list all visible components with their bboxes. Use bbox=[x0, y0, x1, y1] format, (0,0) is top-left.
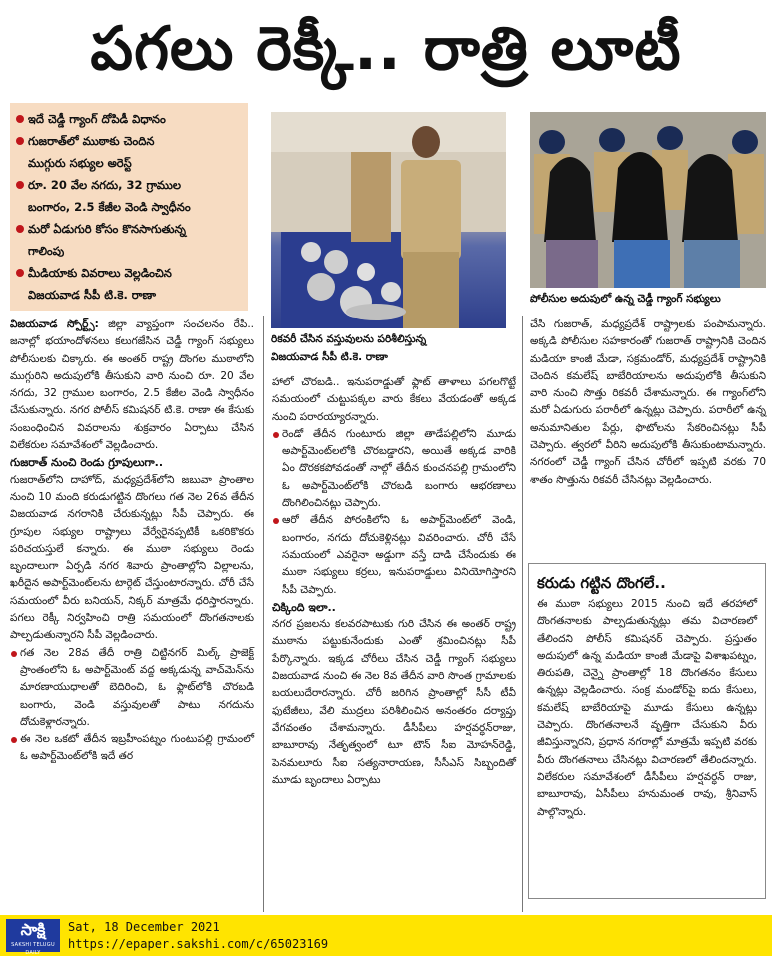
highlight-item-cont: బంగారం, 2.5 కేజీల వెండి స్వాధీనం bbox=[28, 200, 191, 214]
subheading: చిక్కింది ఇలా.. bbox=[272, 600, 336, 614]
photo-gang-members-illustration bbox=[530, 112, 766, 288]
paragraph-text: జిల్లా వ్యాప్తంగా సంచలనం రేపి.. జనాల్లో భయాందోళనలు కలుగజేసిన చెడ్డీ గ్యాంగ్‌ సభ్యులు పోలీసులకు చిక్కారు. ఈ అంతర్‌ రాష్ట్ర దొంగల ముఠాలోని ముగ్గురిని అదుపులోకి తీసుకుని వారి నుంచి రూ. 20 వేల నగదు, 32 గ్రాముల బంగారం, 2.5 కేజీల వెండి స్వాధీనం చేసుకున్నారు. నగర పోలీస్‌ కమిషనర్‌ టి.కె. రాణా ఈ కేసుకు సంబంధించిన వివరాలను శుక్రవారం ఏర్పాటు చేసిన విలేకరుల సమావేశంలో వెల్లడించారు. bbox=[10, 318, 254, 452]
highlight-item: గుజరాత్‌లో ముఠాకు చెందిన bbox=[14, 130, 244, 152]
sidebar-box bbox=[528, 563, 766, 899]
column-divider bbox=[522, 316, 523, 912]
highlights-box bbox=[10, 103, 248, 311]
logo-subtext: SAKSHI TELUGU DAILY bbox=[11, 942, 55, 956]
caption-line: రికవరీ చేసిన వస్తువులను పరిశీలిస్తున్న bbox=[271, 333, 427, 345]
paragraph: నగర ప్రజలను కలవరపాటుకు గురి చేసిన ఈ అంతర్‌ రాష్ట్ర ముఠాను పట్టుకునేందుకు ఎంతో శ్రమించినట్లు సీపీ పేర్కొన్నారు. ఇక్కడ చోరీలు చేసిన చెడ్డీ గ్యాంగ్‌ సభ్యులు విజయవాడ నుంచి ఈ నెల 8వ తేదీన వారి సొంత గ్రామాలకు బయలుదేరారన్నారు. చోరీ జరిగిన ప్రాంతాల్లో సీసీ టీవీ ఫుటేజీలు, వేలి ముద్రలు పరిశీలించిన అనంతరం దర్యాప్తు వేగవంతం చేశామన్నారు. డీసీపీలు హర్షవర్ధన్‌రాజు, బాబూరావు నేతృత్వంలో టూ టౌన్‌ సీఐ మోహన్‌రెడ్డి, పెనమలూరు సీఐ సత్యనారాయణ, సీసీఎస్‌ సిబ్బందితో మూడు బృందాలు ఏర్పాటు bbox=[272, 618, 516, 786]
article-column-1 bbox=[10, 316, 254, 766]
article-column-3 bbox=[530, 316, 766, 489]
sidebar-title: కరుడు గట్టిన దొంగలే.. bbox=[537, 574, 666, 592]
photo-gang-members-caption: పోలీసుల అదుపులో ఉన్న చెడ్డీ గ్యాంగ్‌ సభ్యులు bbox=[530, 293, 721, 305]
caption-line: విజయవాడ సీపీ టి.కె. రాణా bbox=[271, 351, 388, 363]
highlight-item: రూ. 20 వేల నగదు, 32 గ్రాముల bbox=[14, 174, 244, 196]
highlight-item: ఇదే చెడ్డీ గ్యాంగ్‌ దోపిడీ విధానం bbox=[14, 108, 244, 130]
subheading: గుజరాత్‌ నుంచి రెండు గ్రూపులుగా.. bbox=[10, 456, 164, 470]
epaper-link[interactable]: https://epaper.sakshi.com/c/65023169 bbox=[68, 937, 329, 951]
highlight-item-cont: గాలింపు bbox=[28, 244, 65, 258]
highlight-item: మరో ఏడుగురి కోసం కొనసాగుతున్న bbox=[14, 218, 244, 240]
paragraph: హాలో చొరబడి.. ఇనుపరాడ్డుతో ఫ్లాట్‌ తాళాలు పగలగొట్టే సమయంలో చుట్టుపక్కల వారు కేకలు వేయడంతో అక్కడ నుంచి పరారయ్యారన్నారు. bbox=[272, 376, 516, 423]
highlight-item-cont: విజయవాడ సీపీ టి.కె. రాణా bbox=[28, 288, 156, 302]
highlight-item-cont: ముగ్గురు సభ్యుల అరెస్ట్‌ bbox=[28, 156, 132, 170]
photo-recovered-items bbox=[271, 112, 506, 328]
column-divider bbox=[263, 316, 264, 912]
edition-date: Sat, 18 December 2021 bbox=[68, 920, 220, 934]
photo-recovered-items-illustration bbox=[271, 112, 506, 328]
paragraph: గుజరాత్‌లోని దాహోద్‌, మధ్యప్రదేశ్‌లోని జబువా ప్రాంతాల నుంచి 10 మంది కరుడుగట్టిన దొంగలు గత నెల 26వ తేదీన విజయవాడ నగరానికి చేరుకున్నట్లు సీపీ చెప్పారు. ఈ గ్రూపుల సభ్యుల రాష్ట్రాలు వేర్వేరైనప్పటికీ ఒకరికొకరు పరిచయస్తులే కన్నారు. ఈ ముఠా సభ్యులు రెండు బృందాలుగా ఏర్పడి నగర శివారు ప్రాంతాల్లోని విల్లాలను, ఖరీదైన అపార్ట్‌మెంట్‌లను టార్గెట్‌ చేస్తుంటారన్నారు. చోరీ చేసే సమయంలో వీరు బనియన్‌, నిక్కర్‌ మాత్రమే ధరిస్తారన్నారు. పగలు రెక్కీ నిర్వహించి రాత్రి సమయంలో దొంగతనాలకు పాల్పడుతున్నారని సీపీ వెల్లడించారు. bbox=[10, 473, 254, 642]
paragraph bbox=[10, 316, 254, 454]
sidebar-body: ఈ ముఠా సభ్యులు 2015 నుంచి ఇదే తరహాలో దొంగతనాలకు పాల్పడుతున్నట్లు తమ విచారణలో తేలిందని పోలీస్‌ కమిషనర్‌ చెప్పారు. ప్రస్తుతం అదుపులో ఉన్న మడియా కాంజీ మేడాపై విశాఖపట్నం, తిరుపతి, చెన్నై ప్రాంతాల్లో 18 దొంగతనం కేసులు ఉన్నట్లు వెల్లడించారు. సంక్ర మండోర్‌పై ఐదు కేసులు, కమలేష్‌ బాబేరియాపై మూడు కేసులు ఉన్నట్లు చెప్పారు. దొంగతనాలనే వృత్తిగా చేసుకుని వీరు జీవిస్తున్నారని, ప్రధాన నగరాల్లో మాత్రమే ఇప్పటి వరకు వీరు దొంగతనాలు చేసినట్లు విచారణలో తేలిందన్నారు. విలేకరుల సమావేశంలో డీసీపీలు హర్షవర్ధన్‌ రాజు, బాబూరావు, ఏసీపీలు హనుమంత రావు, శ్రీనివాస్‌ పాల్గొన్నారు. bbox=[537, 598, 757, 818]
footer-bar bbox=[0, 915, 772, 956]
highlight-item: మీడియాకు వివరాలు వెల్లడించిన bbox=[14, 262, 244, 284]
bullet-paragraph: గత నెల 28వ తేదీ రాత్రి చిట్టినగర్‌ మిల్క్‌ ప్రాజెక్ట్‌ ప్రాంతంలోని ఓ అపార్ట్‌మెంట్‌ వద్ద అక్కడున్న వాచ్‌మెన్‌ను మారణాయుధాలతో బెదిరించి, ఓ ఫ్లాట్‌లోకి చొరబడి బంగారు, వెండి వస్తువులతో పాటు నగదును దోచుకెళ్లారన్నారు. bbox=[10, 645, 254, 731]
bullet-paragraph: ఆరో తేదీన పోరంకిలోని ఓ అపార్ట్‌మెంట్‌లో వెండి, బంగారం, నగదు దోచుకెళ్లినట్లు వివరించారు. చోరీ చేసే సమయంలో ఎవరైనా అడ్డుగా వస్తే దాడి చేసేందుకు ఈ ముఠా సభ్యులు కర్రలు, ఇనుపరాడ్డులు వినియోగిస్తారని సీపీ చెప్పారు. bbox=[272, 512, 516, 598]
headline: పగలు రెక్కీ.. రాత్రి లూటీ bbox=[90, 14, 682, 84]
photo-gang-members bbox=[530, 112, 766, 288]
bullet-paragraph: ఈ నెల ఒకటో తేదీన ఇబ్రహీంపట్నం గుంటుపల్లి గ్రామంలో ఓ అపార్ట్‌మెంట్‌లోకి ఇదే తర bbox=[10, 731, 254, 766]
logo-text: సాక్షి bbox=[20, 920, 46, 939]
sakshi-logo[interactable] bbox=[6, 919, 60, 956]
dateline: విజయవాడ స్పోర్ట్స్‌: bbox=[10, 318, 99, 330]
paragraph: చేసి గుజరాత్‌, మధ్యప్రదేశ్‌ రాష్ట్రాలకు పంపామన్నారు. అక్కడి పోలీసుల సహకారంతో గుజరాత్‌ రాష్ట్రానికి చెందిన మడియా కాంజీ మేడా, సక్రమండోర్‌, మధ్యప్రదేశ్‌ రాష్ట్రానికి చెందిన కమలేష్‌ బాబేరియాలను అదుపులోకి తీసుకుని వారి నుంచి సొత్తు రికవరీ చేశామన్నారు. ఈ గ్యాంగ్‌లోని మరో ఏడుగురు పరారీలో ఉన్నట్లు చెప్పారు. పరారీలో ఉన్న అనుమానితుల పేర్లు, ఫొటోలను సేకరించినట్లు సీపీ చెప్పారు. త్వరలో వీరిని అదుపులోకి తీసుకుంటామన్నారు. నగరంలో చెడ్డీ గ్యాంగ్‌ చేసిన చోరీలో ఇప్పటి వరకు 70 శాతం సొత్తును రికవరీ చేసినట్లు వెల్లడించారు. bbox=[530, 318, 766, 486]
photo-recovered-items-caption bbox=[271, 330, 511, 366]
article-column-2 bbox=[272, 374, 516, 789]
bullet-paragraph: రెండో తేదీన గుంటూరు జిల్లా తాడేపల్లిలోని మూడు అపార్ట్‌మెంట్‌లలోకి చొరబడ్డారని, అయితే అక్కడ వారికి ఏం దొరకకపోవడంతో నాల్గో తేదీన కుంచనపల్లి గ్రామంలోని ఓ అపార్ట్‌మెంట్‌లోకి చొరబడి బంగారు ఆభరణాలు దొంగిలించినట్లు చెప్పారు. bbox=[272, 426, 516, 512]
